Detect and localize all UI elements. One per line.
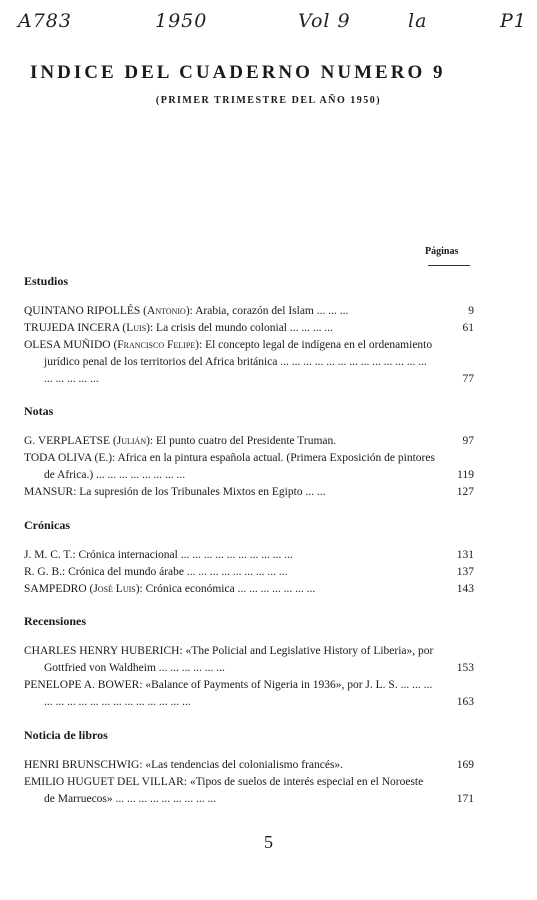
entry-author: TODA OLIVA (E.): (24, 452, 116, 464)
toc-entry[interactable] (6, 547, 474, 564)
entry-title: «Balance of Payments of Nigeria in 1936», por J. L. S. ... ... ... ... ... ... ... ... ... ... ... ... ... ... ... ... (44, 679, 433, 708)
section-cronicas (24, 518, 474, 598)
entry-author: QUINTANO RIPOLLÉS (Antonio): (24, 305, 193, 317)
entry-page: 61 (462, 322, 474, 334)
page-number: 5 (264, 832, 273, 852)
entry-page: 143 (456, 583, 474, 595)
section-noticia-de-libros (24, 728, 474, 808)
toc-entry[interactable] (6, 643, 474, 677)
entry-author: J. M. C. T.: (24, 549, 76, 561)
entry-page: 137 (456, 566, 474, 578)
section-recensiones (24, 614, 474, 711)
section-estudios (24, 274, 474, 388)
toc-entry[interactable] (6, 303, 474, 320)
toc-entry[interactable] (6, 450, 474, 484)
entry-author: R. G. B.: (24, 566, 66, 578)
entry-author: TRUJEDA INCERA (Luis): (24, 322, 154, 334)
handwritten-note: A783 (18, 10, 72, 32)
entry-page: 169 (456, 759, 474, 771)
entry-author: MANSUR: (24, 486, 77, 498)
page-title: INDICE DEL CUADERNO NUMERO 9 (30, 62, 446, 83)
handwritten-note: Vol 9 (298, 10, 351, 32)
entry-title: «Las tendencias del colonialismo francés». (142, 759, 344, 771)
section-heading: Crónicas (24, 518, 70, 532)
section-heading: Noticia de libros (24, 728, 108, 742)
entry-author: CHARLES HENRY HUBERICH: (24, 645, 183, 657)
entry-page: 77 (462, 373, 474, 385)
section-heading: Notas (24, 404, 54, 418)
handwritten-note: P1 (500, 10, 527, 32)
entry-title: El concepto legal de indígena en el ordenamiento jurídico penal de los territorios del Africa británica ... ... ... ... ... ... ... ... ... ... ... ... ... ... ... ... ... ... (44, 339, 433, 385)
toc-entry[interactable] (6, 484, 474, 501)
toc-entry[interactable] (6, 337, 474, 388)
entry-page: 9 (468, 305, 474, 317)
entry-page: 131 (456, 549, 474, 561)
page-subtitle: (PRIMER TRIMESTRE DEL AÑO 1950) (155, 95, 382, 106)
entry-title: Crónica del mundo árabe ... ... ... ... ... ... ... ... ... (65, 566, 288, 578)
entry-author: OLESA MUÑIDO (Francisco Felipe): (24, 339, 203, 351)
entry-title: «Tipos de suelos de interés especial en el Noroeste de Marruecos» ... ... ... ... ... ... ... ... ... (44, 776, 424, 805)
entry-author: EMILIO HUGUET DEL VILLAR: (24, 776, 187, 788)
entry-title: Crónica internacional ... ... ... ... ... ... ... ... ... ... (75, 549, 293, 561)
entry-title: El punto cuatro del Presidente Truman. (153, 435, 337, 447)
entry-title: La supresión de los Tribunales Mixtos en Egipto ... ... (76, 486, 326, 498)
entry-title: La crisis del mundo colonial ... ... ... ... (153, 322, 333, 334)
pages-header-rule (428, 265, 470, 266)
toc-entry[interactable] (6, 581, 474, 598)
entry-page: 97 (462, 435, 474, 447)
entry-page: 153 (456, 662, 474, 674)
section-heading: Recensiones (24, 614, 86, 628)
entry-title: Africa en la pintura española actual. (Primera Exposición de pintores de Africa.) ... ... ... ... ... ... ... ... (44, 452, 435, 481)
section-heading: Estudios (24, 274, 69, 288)
handwritten-note: 1950 (155, 10, 208, 32)
entry-author: PENELOPE A. BOWER: (24, 679, 143, 691)
entry-author: G. VERPLAETSE (Julián): (24, 435, 154, 447)
toc-entry[interactable] (6, 320, 474, 337)
entry-page: 127 (456, 486, 474, 498)
toc-entry[interactable] (6, 757, 474, 774)
entry-page: 119 (457, 469, 474, 481)
section-notas (24, 404, 474, 501)
entry-title: «The Policial and Legislative History of Liberia», por Gottfried von Waldheim ... ... ... ... ... ... (44, 645, 434, 674)
handwritten-note: la (408, 10, 428, 32)
toc-entry[interactable] (6, 433, 474, 450)
entry-author: HENRI BRUNSCHWIG: (24, 759, 143, 771)
entry-title: Crónica económica ... ... ... ... ... ... ... (142, 583, 316, 595)
entry-page: 171 (456, 793, 474, 805)
toc-entry[interactable] (6, 774, 474, 808)
entry-page: 163 (456, 696, 474, 708)
entry-title: Arabia, corazón del Islam ... ... ... (192, 305, 349, 317)
pages-column-header: Páginas (425, 246, 459, 257)
toc-entry[interactable] (6, 677, 474, 711)
entry-author: SAMPEDRO (José Luis): (24, 583, 143, 595)
toc-entry[interactable] (6, 564, 474, 581)
